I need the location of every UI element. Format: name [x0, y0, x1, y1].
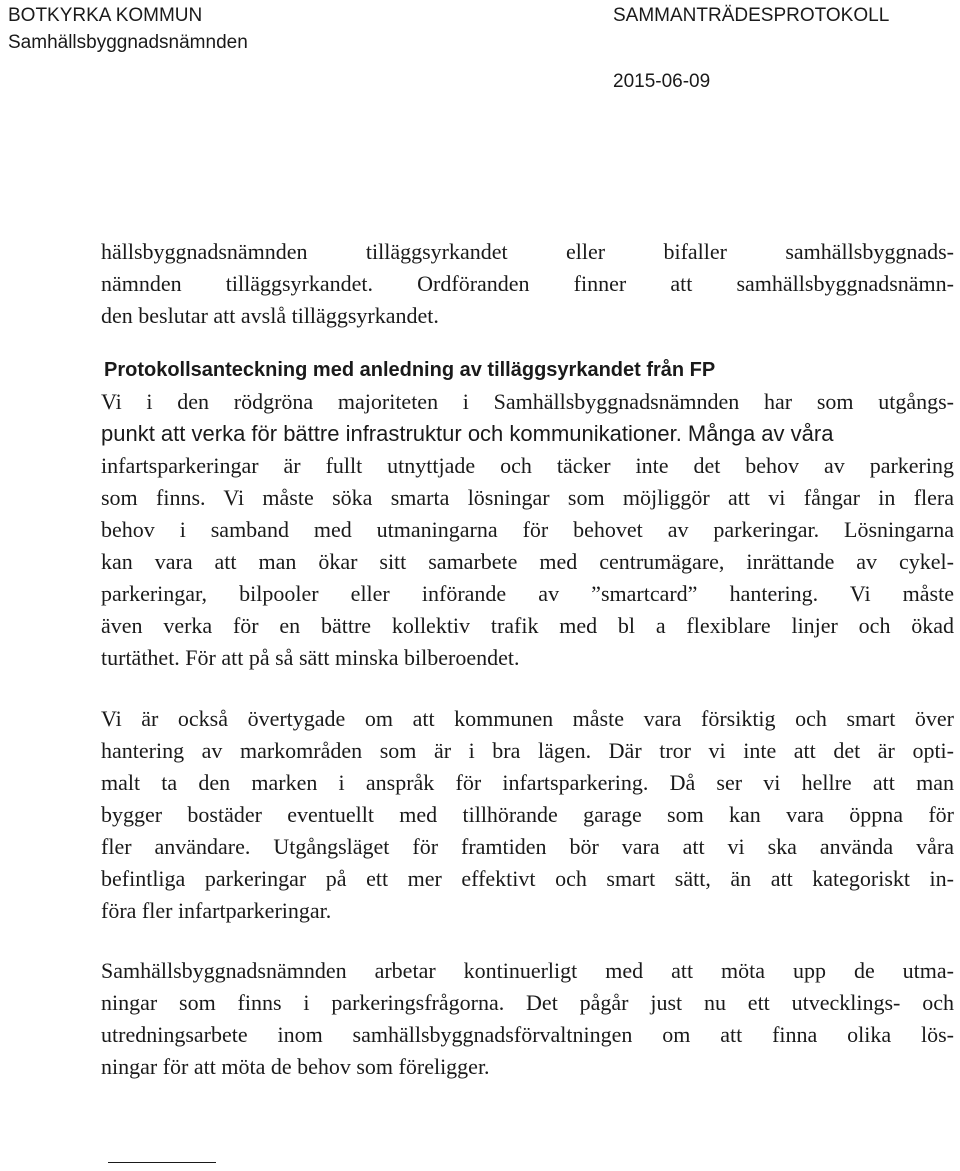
- text-line: hantering av markområden som är i bra lägen. Där tror vi inte att det är opti-: [101, 738, 954, 763]
- text-line: bygger bostäder eventuellt med tillhörande garage som kan vara öppna för: [101, 802, 954, 827]
- text-line: turtäthet. För att på så sätt minska bilberoendet.: [101, 645, 520, 670]
- text-line: Samhällsbyggnadsnämnden arbetar kontinuerligt med att möta upp de utma-: [101, 958, 954, 983]
- text-line: befintliga parkeringar på ett mer effektivt och smart sätt, än att kategoriskt in-: [101, 866, 954, 891]
- text-line: Vi är också övertygade om att kommunen måste vara försiktig och smart över: [101, 706, 954, 731]
- text-line: även verka för en bättre kollektiv trafik med bl a flexiblare linjer och ökad: [101, 613, 954, 638]
- note-paragraph-3: [101, 955, 954, 1083]
- text-line: den beslutar att avslå tilläggsyrkandet.: [101, 303, 439, 328]
- text-line: som finns. Vi måste söka smarta lösningar som möjliggör att vi fångar in flera: [101, 485, 954, 510]
- text-line: nämnden tilläggsyrkandet. Ordföranden finner att samhällsbyggnadsnämn-: [101, 271, 954, 296]
- text-line: utredningsarbete inom samhällsbyggnadsförvaltningen om att finna olika lös-: [101, 1022, 954, 1047]
- document-header-left: [8, 2, 248, 56]
- text-line: fler användare. Utgångsläget för framtiden bör vara att vi ska använda våra: [101, 834, 954, 859]
- document-type: SAMMANTRÄDESPROTOKOLL: [613, 5, 890, 26]
- text-line: hällsbyggnadsnämnden tilläggsyrkandet eller bifaller samhällsbyggnads-: [101, 239, 954, 264]
- text-line: parkeringar, bilpooler eller införande av ”smartcard” hantering. Vi måste: [101, 581, 954, 606]
- note-heading: Protokollsanteckning med anledning av tilläggsyrkandet från FP: [104, 359, 716, 381]
- committee-name: Samhällsbyggnadsnämnden: [8, 32, 248, 53]
- text-line: Vi i den rödgröna majoriteten i Samhällsbyggnadsnämnden har som utgångs-: [101, 389, 954, 414]
- organization-name: BOTKYRKA KOMMUN: [8, 5, 203, 26]
- text-line: infartsparkeringar är fullt utnyttjade och täcker inte det behov av parkering: [101, 453, 954, 478]
- text-line: föra fler infartparkeringar.: [101, 898, 332, 923]
- intro-paragraph: [101, 236, 954, 332]
- signature-line: [108, 1162, 216, 1163]
- text-line: ningar som finns i parkeringsfrågorna. Det pågår just nu ett utvecklings- och: [101, 990, 954, 1015]
- meeting-date: 2015-06-09: [613, 71, 711, 92]
- text-line: punkt att verka för bättre infrastruktur och kommunikationer. Många av våra: [101, 421, 834, 446]
- text-line: kan vara att man ökar sitt samarbete med centrumägare, inrättande av cykel-: [101, 549, 954, 574]
- note-paragraph-1: [101, 386, 954, 674]
- note-paragraph-2: [101, 703, 954, 927]
- text-line: ningar för att möta de behov som föreligger.: [101, 1054, 490, 1079]
- text-line: behov i samband med utmaningarna för behovet av parkeringar. Lösningarna: [101, 517, 954, 542]
- text-line: malt ta den marken i anspråk för infartsparkering. Då ser vi hellre att man: [101, 770, 954, 795]
